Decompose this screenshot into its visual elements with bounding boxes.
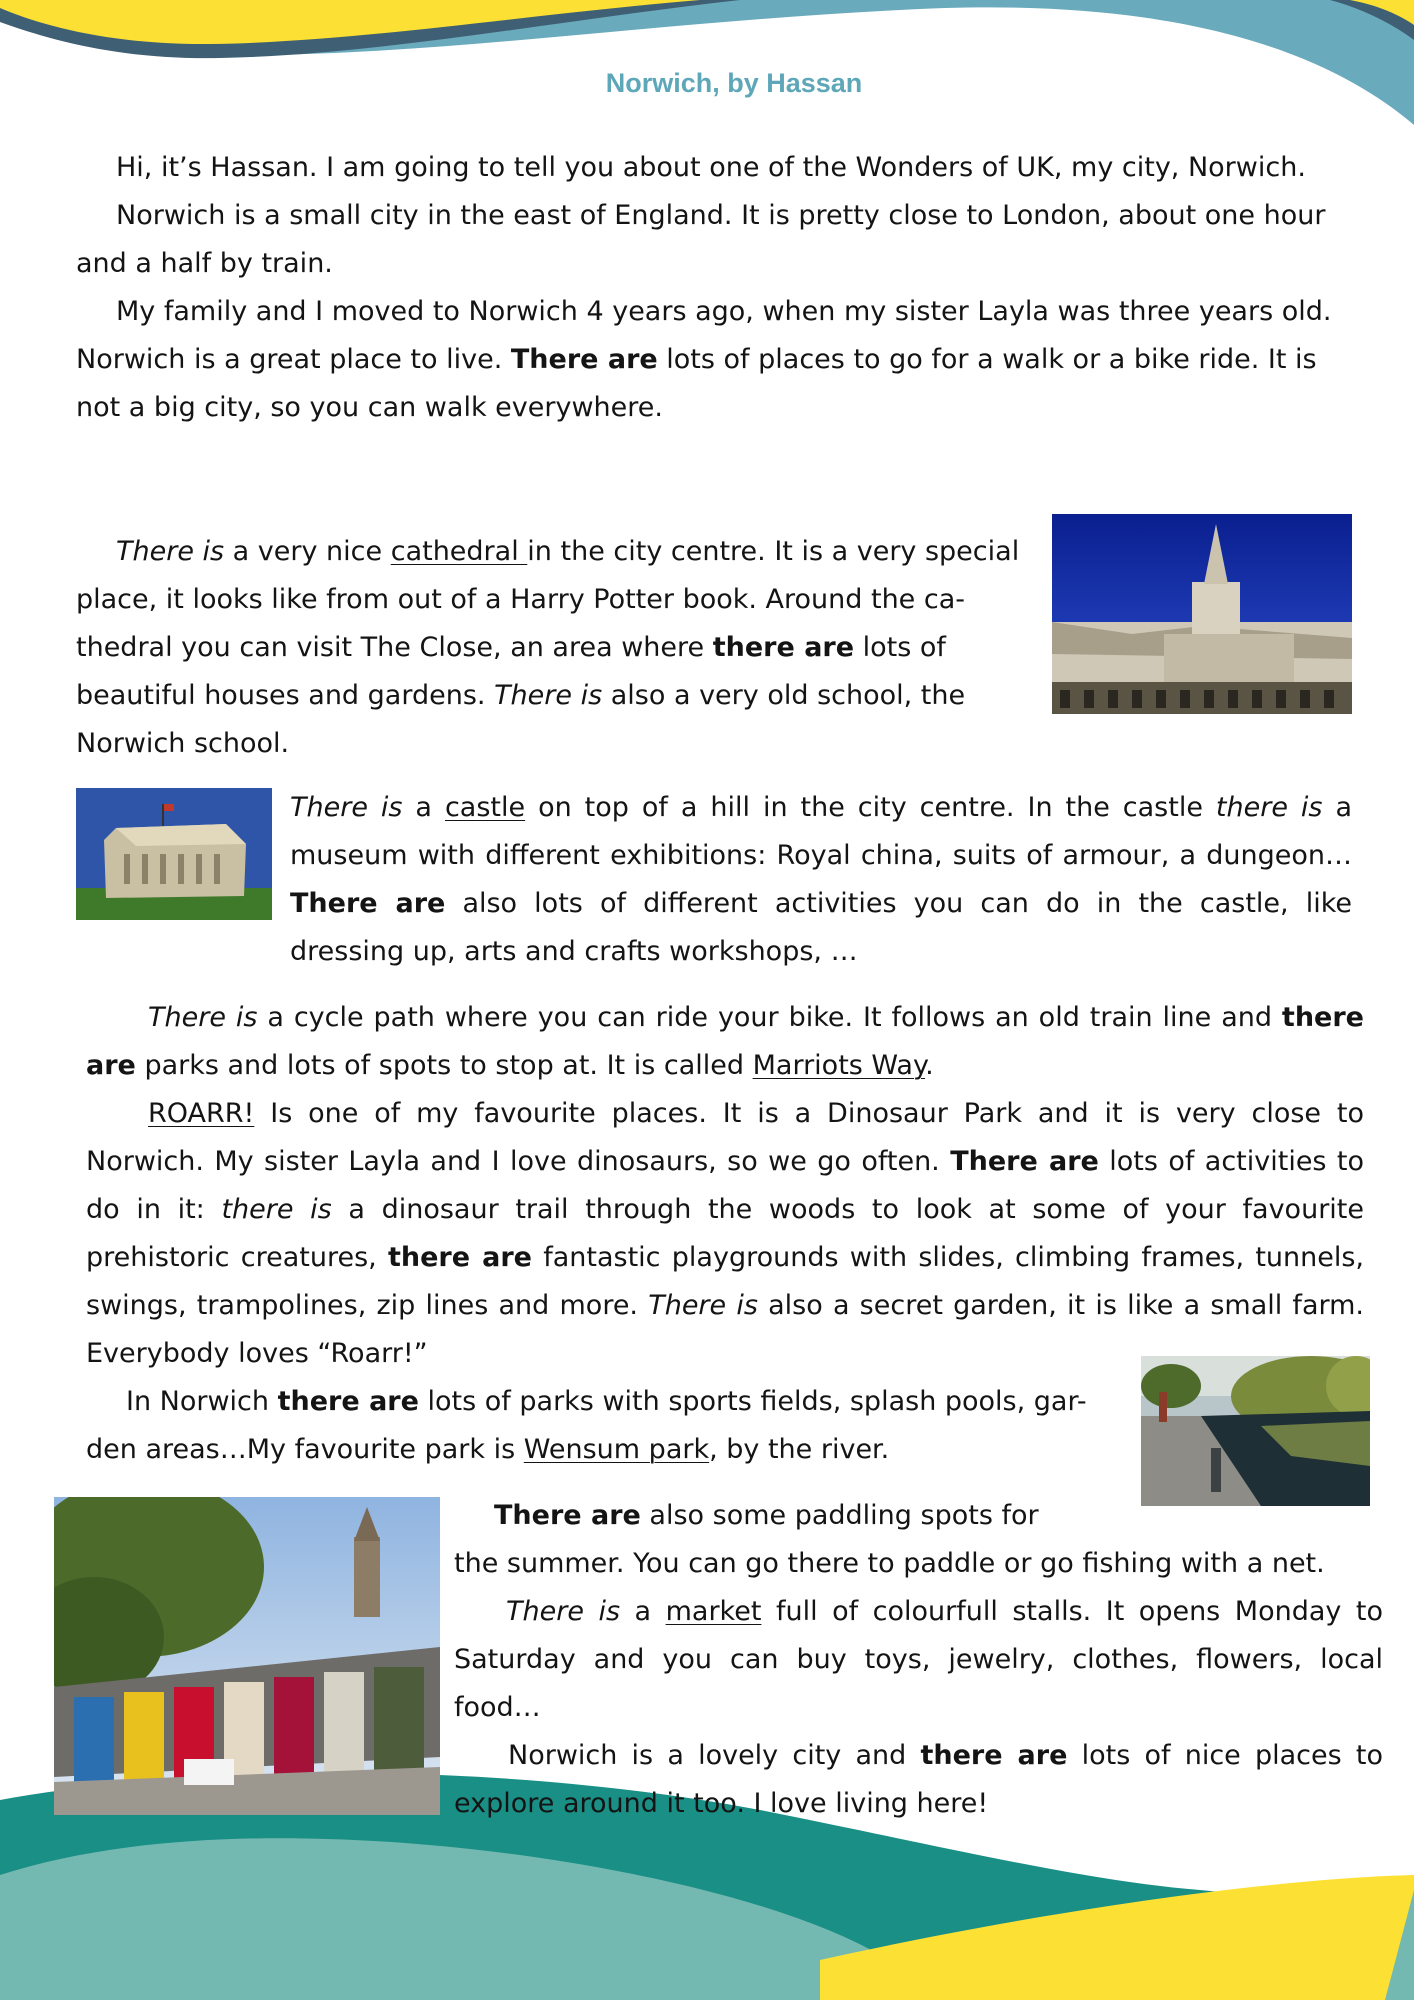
roarr-link: ROARR! [148, 1098, 255, 1129]
paragraph-summer: the summer. You can go there to paddle or go fishing with a net. [454, 1548, 1325, 1579]
page-title: Norwich, by Hassan [605, 68, 863, 98]
cycle-roarr-block [86, 994, 1364, 1378]
paragraph-castle: There is a castle on top of a hill in the city centre. In the castle there is a museum with different exhibitions: Royal china, suits of armour, a dungeon… There are also lots of different activities you can do in the castle, like dressing up, arts and crafts workshops, … [290, 792, 1352, 967]
castle-link: castle [444, 792, 526, 823]
paragraph-market: There is a market full of colourfull stalls. It opens Monday to Saturday and you can buy toys, jewelry, clothes, flowers, local food… [454, 1596, 1383, 1723]
cathedral-link: cathedral [390, 536, 528, 567]
wensum-park-link: Wensum park [523, 1434, 710, 1465]
cathedral-photo [1052, 514, 1352, 714]
paragraph-location: Norwich is a small city in the east of England. It is pretty close to London, about one hour and a half by train. [76, 200, 1326, 279]
paragraph-cathedral: There is a very nice cathedral in the city centre. It is a very special place, it looks like from out of a Harry Potter book. Around the ca- thedral you can visit The Close, an area where there are lots of beautiful houses and gardens. There is also a very old school, the Norwich school. [76, 536, 1020, 759]
paragraph-family: My family and I moved to Norwich 4 years ago, when my sister Layla was three years old. [116, 296, 1332, 327]
paragraph-paddling: There are also some paddling spots for [494, 1500, 1039, 1531]
market-photo [54, 1497, 440, 1815]
closing-block [454, 1540, 1383, 1828]
river-park-photo [1141, 1356, 1370, 1506]
paragraph-intro: Hi, it’s Hassan. I am going to tell you about one of the Wonders of UK, my city, Norwich. [116, 152, 1306, 183]
market-link: market [665, 1596, 762, 1627]
paragraph-cycle-path: There is a cycle path where you can ride your bike. It follows an old train line and there are parks and lots of spots to stop at. It is called Marriots Way. [86, 1002, 1364, 1081]
castle-photo [76, 788, 272, 920]
paragraph-roarr: ROARR! Is one of my favourite places. It is a Dinosaur Park and it is very close to Norwich. My sister Layla and I love dinosaurs, so we go often. There are lots of activities to do in it: there is a dinosaur trail through the woods to look at some of your favourite prehistoric creatures, there are fantastic playgrounds with slides, climbing frames, tunnels, swings, trampolines, zip lines and more. There is also a secret garden, it is like a small farm. Everybody loves “Roarr!” [86, 1098, 1365, 1369]
paragraph-great-place: Norwich is a great place to live. There are lots of places to go for a walk or a bike ride. It is not a big city, so you can walk everywhere. [76, 344, 1317, 423]
paragraph-parks: In Norwich there are lots of parks with sports fields, splash pools, gar- den areas…My favourite park is Wensum park, by the river. [86, 1386, 1087, 1465]
intro-block [76, 144, 1346, 432]
marriots-way-link: Marriots Way [752, 1050, 926, 1081]
paragraph-closing: Norwich is a lovely city and there are lots of nice places to explore around it too. I love living here! [454, 1740, 1383, 1819]
